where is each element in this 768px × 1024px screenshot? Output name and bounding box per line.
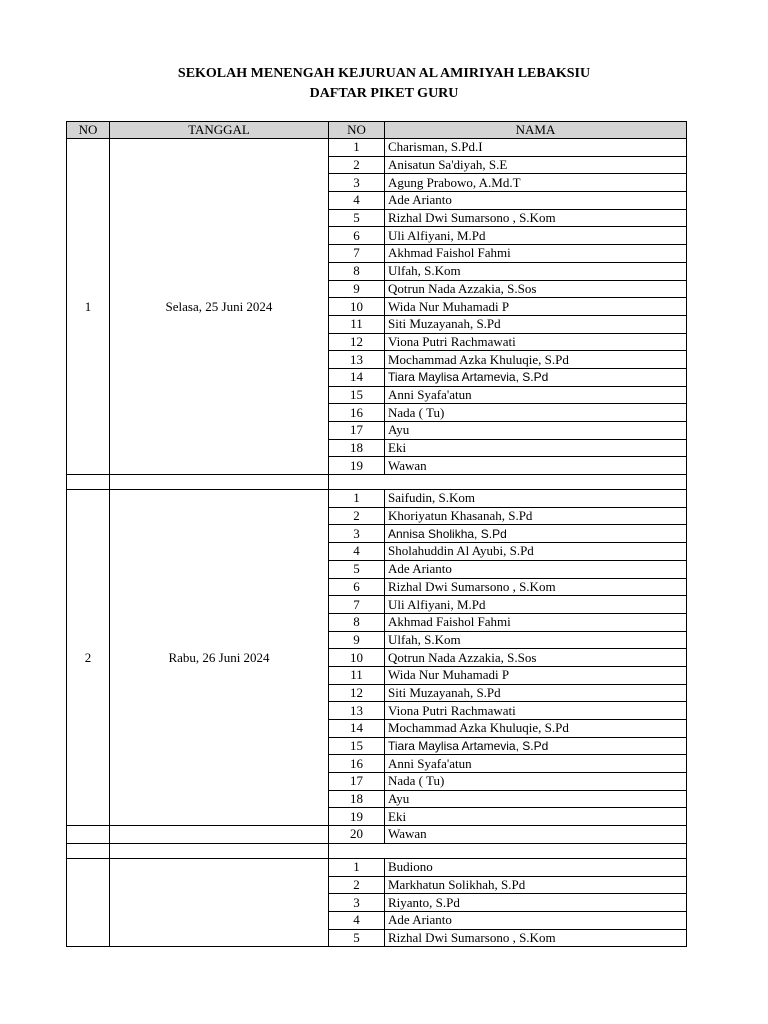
teacher-name: Budiono	[385, 858, 687, 876]
table-row	[67, 826, 687, 844]
teacher-name: Siti Muzayanah, S.Pd	[385, 684, 687, 702]
group-number: 1	[67, 139, 110, 475]
col-header-no: NO	[67, 122, 110, 139]
row-number: 17	[329, 422, 385, 440]
row-number: 10	[329, 649, 385, 667]
teacher-name: Ulfah, S.Kom	[385, 631, 687, 649]
spacer-row	[67, 843, 687, 858]
teacher-name: Markhatun Solikhah, S.Pd	[385, 876, 687, 894]
row-number: 19	[329, 808, 385, 826]
row-number: 15	[329, 737, 385, 755]
row-number: 2	[329, 156, 385, 174]
teacher-name: Ade Arianto	[385, 911, 687, 929]
teacher-name: Ayu	[385, 790, 687, 808]
row-number: 13	[329, 702, 385, 720]
school-title: SEKOLAH MENENGAH KEJURUAN AL AMIRIYAH LEBAKSIU	[177, 66, 591, 81]
row-number: 6	[329, 578, 385, 596]
teacher-name: Uli Alfiyani, M.Pd	[385, 227, 687, 245]
teacher-name: Rizhal Dwi Sumarsono , S.Kom	[385, 578, 687, 596]
row-number: 12	[329, 333, 385, 351]
teacher-name: Qotrun Nada Azzakia, S.Sos	[385, 280, 687, 298]
col-header-name: NAMA	[385, 122, 687, 139]
row-number: 1	[329, 858, 385, 876]
row-number: 1	[329, 490, 385, 508]
teacher-name: Viona Putri Rachmawati	[385, 702, 687, 720]
teacher-name: Sholahuddin Al Ayubi, S.Pd	[385, 543, 687, 561]
row-number: 15	[329, 386, 385, 404]
teacher-name: Akhmad Faishol Fahmi	[385, 245, 687, 263]
row-number: 7	[329, 245, 385, 263]
teacher-name: Annisa Sholikha, S.Pd	[385, 525, 687, 543]
teacher-name: Anni Syafa'atun	[385, 386, 687, 404]
row-number: 4	[329, 192, 385, 210]
row-number: 14	[329, 720, 385, 738]
row-number: 11	[329, 315, 385, 333]
row-number: 2	[329, 507, 385, 525]
header-row	[67, 122, 687, 139]
group-number: 2	[67, 490, 110, 826]
teacher-name: Mochammad Azka Khuluqie, S.Pd	[385, 351, 687, 369]
row-number: 12	[329, 684, 385, 702]
spacer-cell	[67, 843, 110, 858]
row-number: 5	[329, 929, 385, 947]
row-number: 5	[329, 209, 385, 227]
row-number: 4	[329, 543, 385, 561]
row-number: 9	[329, 631, 385, 649]
teacher-name: Akhmad Faishol Fahmi	[385, 613, 687, 631]
group-date	[110, 858, 329, 946]
empty-cell	[110, 826, 329, 844]
row-number: 5	[329, 560, 385, 578]
row-number: 11	[329, 666, 385, 684]
row-number: 1	[329, 139, 385, 157]
spacer-cell	[110, 475, 329, 490]
teacher-name: Ade Arianto	[385, 192, 687, 210]
teacher-name: Mochammad Azka Khuluqie, S.Pd	[385, 720, 687, 738]
row-number: 3	[329, 174, 385, 192]
teacher-name: Eki	[385, 439, 687, 457]
teacher-name: Agung Prabowo, A.Md.T	[385, 174, 687, 192]
duty-roster-table	[66, 121, 687, 947]
teacher-name: Nada ( Tu)	[385, 773, 687, 791]
row-number: 6	[329, 227, 385, 245]
teacher-name: Ade Arianto	[385, 560, 687, 578]
teacher-name: Uli Alfiyani, M.Pd	[385, 596, 687, 614]
teacher-name: Siti Muzayanah, S.Pd	[385, 315, 687, 333]
teacher-name: Eki	[385, 808, 687, 826]
row-number: 16	[329, 755, 385, 773]
spacer-cell	[329, 475, 687, 490]
row-number: 8	[329, 613, 385, 631]
teacher-name: Nada ( Tu)	[385, 404, 687, 422]
spacer-cell	[67, 475, 110, 490]
teacher-name: Saifudin, S.Kom	[385, 490, 687, 508]
teacher-name: Ulfah, S.Kom	[385, 262, 687, 280]
group-date: Rabu, 26 Juni 2024	[110, 490, 329, 826]
teacher-name: Ayu	[385, 422, 687, 440]
spacer-cell	[329, 843, 687, 858]
teacher-name: Wida Nur Muhamadi P	[385, 666, 687, 684]
group-date: Selasa, 25 Juni 2024	[110, 139, 329, 475]
document-subtitle: DAFTAR PIKET GURU	[309, 86, 459, 101]
teacher-name: Wida Nur Muhamadi P	[385, 298, 687, 316]
spacer-row	[67, 475, 687, 490]
table-row	[67, 139, 687, 157]
teacher-name: Viona Putri Rachmawati	[385, 333, 687, 351]
row-number: 19	[329, 457, 385, 475]
empty-cell	[67, 826, 110, 844]
teacher-name: Tiara Maylisa Artamevia, S.Pd	[385, 368, 687, 386]
teacher-name: Qotrun Nada Azzakia, S.Sos	[385, 649, 687, 667]
col-header-date: TANGGAL	[110, 122, 329, 139]
row-number: 7	[329, 596, 385, 614]
teacher-name: Anni Syafa'atun	[385, 755, 687, 773]
teacher-name: Anisatun Sa'diyah, S.E	[385, 156, 687, 174]
row-number: 9	[329, 280, 385, 298]
row-number: 2	[329, 876, 385, 894]
teacher-name: Wawan	[385, 457, 687, 475]
teacher-name: Khoriyatun Khasanah, S.Pd	[385, 507, 687, 525]
teacher-name: Charisman, S.Pd.I	[385, 139, 687, 157]
teacher-name: Rizhal Dwi Sumarsono , S.Kom	[385, 209, 687, 227]
row-number: 8	[329, 262, 385, 280]
roster-body	[67, 122, 687, 947]
row-number: 10	[329, 298, 385, 316]
row-number: 13	[329, 351, 385, 369]
row-number: 20	[329, 826, 385, 844]
row-number: 4	[329, 911, 385, 929]
teacher-name: Rizhal Dwi Sumarsono , S.Kom	[385, 929, 687, 947]
group-number	[67, 858, 110, 946]
row-number: 3	[329, 525, 385, 543]
col-header-row-no: NO	[329, 122, 385, 139]
row-number: 3	[329, 894, 385, 912]
row-number: 16	[329, 404, 385, 422]
row-number: 17	[329, 773, 385, 791]
table-row	[67, 490, 687, 508]
row-number: 18	[329, 790, 385, 808]
row-number: 14	[329, 368, 385, 386]
spacer-cell	[110, 843, 329, 858]
teacher-name: Tiara Maylisa Artamevia, S.Pd	[385, 737, 687, 755]
teacher-name: Riyanto, S.Pd	[385, 894, 687, 912]
table-row	[67, 858, 687, 876]
teacher-name: Wawan	[385, 826, 687, 844]
row-number: 18	[329, 439, 385, 457]
